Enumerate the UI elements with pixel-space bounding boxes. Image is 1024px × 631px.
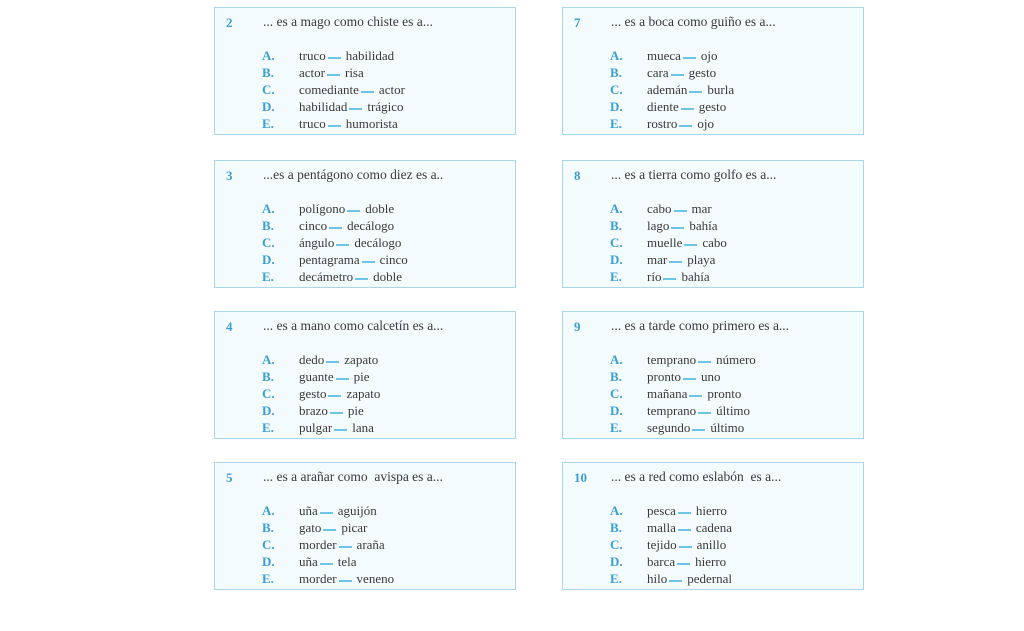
dash-connector-icon [328,125,341,127]
dash-connector-icon [663,278,676,280]
option-row-d[interactable] [262,251,408,268]
option-first-word: guante [299,369,334,385]
dash-connector-icon [698,412,711,414]
option-second-word: veneno [356,570,395,586]
dash-connector-icon [329,227,342,229]
option-row-b[interactable] [262,218,408,235]
option-second-word: cadena [695,520,732,536]
option-second-word: cabo [702,234,727,250]
option-first-word: decámetro [299,268,354,284]
option-first-word: barca [647,553,676,569]
option-first-word: diente [647,98,679,114]
option-second-word: humorista [345,115,398,131]
option-first-word: uña [299,553,318,569]
dash-connector-icon [320,512,333,514]
option-letter: B. [610,520,622,536]
question-number: 4 [226,319,233,334]
question-prompt: ... es a red como eslabón es a... [611,469,782,484]
question-prompt: ... es a mago como chiste es a... [263,14,433,29]
option-letter: E. [262,570,274,586]
option-row-c[interactable] [610,386,756,403]
option-second-word: picar [341,520,368,536]
question-box-7 [562,7,864,135]
option-letter: E. [610,419,622,435]
option-first-word: pentagrama [299,251,360,267]
question-prompt: ... es a tarde como primero es a... [611,318,790,333]
option-second-word: hierro [695,503,727,519]
option-letter: C. [610,536,623,552]
option-letter: C. [262,536,275,552]
option-row-e[interactable] [262,115,405,132]
option-first-word: gato [299,520,322,536]
option-letter: D. [262,98,275,114]
option-second-word: uno [700,369,721,385]
dash-connector-icon [326,361,339,363]
options-list [262,503,394,587]
option-letter: D. [262,402,275,418]
option-second-word: doble [365,201,395,217]
dash-connector-icon [684,244,697,246]
option-row-a[interactable] [262,48,405,65]
dash-connector-icon [678,512,691,514]
option-row-b[interactable] [610,65,734,82]
option-first-word: cinco [299,218,328,234]
dash-connector-icon [679,125,692,127]
option-row-d[interactable] [610,98,734,115]
question-box-4 [214,311,516,439]
option-letter: A. [262,201,275,217]
dash-connector-icon [347,210,360,212]
options-list [610,48,734,132]
question-number: 5 [226,470,233,485]
question-prompt: ... es a tierra como golfo es a... [611,167,777,182]
option-first-word: truco [299,48,326,64]
option-second-word: pie [353,369,370,385]
option-first-word: rostro [647,115,678,131]
option-letter: E. [262,115,274,131]
question-number: 8 [574,168,581,183]
dash-connector-icon [339,580,352,582]
option-second-word: habilidad [345,48,395,64]
dash-connector-icon [674,210,687,212]
option-first-word: mañana [647,385,688,401]
option-first-word: segundo [647,419,691,435]
option-first-word: gesto [299,385,327,401]
option-first-word: cabo [647,201,672,217]
option-row-c[interactable] [262,82,405,99]
option-second-word: trágico [367,98,404,114]
option-first-word: río [647,268,662,284]
option-second-word: bahía [681,268,710,284]
options-list [262,352,380,436]
option-letter: D. [610,251,623,267]
option-second-word: número [716,352,756,368]
options-list [610,503,732,587]
dash-connector-icon [671,227,684,229]
question-number: 2 [226,15,233,30]
option-letter: C. [262,234,275,250]
option-letter: D. [262,251,275,267]
option-row-d[interactable] [262,402,380,419]
option-letter: A. [610,352,623,368]
option-first-word: ademán [647,81,688,97]
question-box-9 [562,311,864,439]
dash-connector-icon [355,278,368,280]
question-prompt: ...es a pentágono como diez es a.. [263,167,444,182]
option-letter: C. [262,385,275,401]
option-row-e[interactable] [262,570,394,587]
option-first-word: temprano [647,352,697,368]
option-letter: E. [610,268,622,284]
option-row-a[interactable] [610,352,756,369]
dash-connector-icon [327,74,340,76]
question-box-5 [214,462,516,590]
question-box-2 [214,7,516,135]
dash-connector-icon [334,429,347,431]
option-second-word: último [716,402,751,418]
option-letter: A. [262,352,275,368]
option-second-word: risa [344,65,364,81]
option-second-word: mar [691,201,712,217]
option-row-c[interactable] [610,537,732,554]
option-first-word: morder [299,570,337,586]
option-letter: C. [610,385,623,401]
option-letter: A. [610,503,623,519]
option-row-c[interactable] [262,235,408,252]
dash-connector-icon [349,108,362,110]
question-prompt: ... es a mano como calcetín es a... [263,318,444,333]
option-second-word: actor [378,81,405,97]
dash-connector-icon [328,57,341,59]
option-second-word: decálogo [347,218,395,234]
option-second-word: lana [352,419,374,435]
dash-connector-icon [679,546,692,548]
option-row-b[interactable] [610,218,727,235]
option-second-word: tela [337,553,357,569]
option-second-word: pedernal [687,570,732,586]
dash-connector-icon [689,395,702,397]
options-list [610,352,756,436]
option-first-word: dedo [299,352,325,368]
dash-connector-icon [362,261,375,263]
option-row-c[interactable] [262,386,380,403]
dash-connector-icon [678,529,691,531]
option-first-word: morder [299,536,337,552]
option-second-word: bahía [689,218,718,234]
question-prompt: ... es a arañar como avispa es a... [263,469,443,484]
option-second-word: pronto [707,385,742,401]
option-second-word: último [710,419,745,435]
dash-connector-icon [698,361,711,363]
options-list [262,201,408,285]
option-first-word: comediante [299,81,359,97]
option-first-word: mueca [647,48,681,64]
option-first-word: uña [299,503,318,519]
option-second-word: pie [347,402,364,418]
option-row-d[interactable] [610,553,732,570]
option-row-e[interactable] [610,115,734,132]
option-row-d[interactable] [262,553,394,570]
option-letter: B. [262,369,274,385]
dash-connector-icon [339,546,352,548]
option-letter: C. [610,81,623,97]
dash-connector-icon [669,580,682,582]
option-second-word: araña [356,536,385,552]
option-first-word: lago [647,218,670,234]
option-letter: E. [610,570,622,586]
question-number: 3 [226,168,233,183]
option-letter: A. [610,201,623,217]
option-first-word: habilidad [299,98,348,114]
option-second-word: anillo [696,536,727,552]
option-row-a[interactable] [610,48,734,65]
option-first-word: pulgar [299,419,333,435]
option-second-word: ojo [697,115,714,131]
dash-connector-icon [683,57,696,59]
option-letter: C. [610,234,623,250]
option-first-word: ángulo [299,234,335,250]
dash-connector-icon [323,529,336,531]
option-first-word: tejido [647,536,677,552]
option-first-word: truco [299,115,326,131]
option-letter: D. [610,98,623,114]
option-first-word: mar [647,251,668,267]
option-first-word: brazo [299,402,328,418]
option-row-b[interactable] [610,520,732,537]
option-row-c[interactable] [262,537,394,554]
dash-connector-icon [361,91,374,93]
dash-connector-icon [669,261,682,263]
question-box-3 [214,160,516,288]
question-prompt: ... es a boca como guiño es a... [611,14,776,29]
option-second-word: aguijón [337,503,377,519]
option-letter: B. [262,520,274,536]
option-letter: B. [610,218,622,234]
option-row-b[interactable] [610,369,756,386]
option-second-word: burla [707,81,735,97]
option-first-word: hilo [647,570,668,586]
option-first-word: actor [299,65,325,81]
dash-connector-icon [336,378,349,380]
question-number: 10 [574,470,587,485]
option-letter: E. [262,419,274,435]
option-letter: D. [262,553,275,569]
options-list [262,48,405,132]
option-row-b[interactable] [262,369,380,386]
option-row-c[interactable] [610,235,727,252]
question-box-10 [562,462,864,590]
dash-connector-icon [336,244,349,246]
question-box-8 [562,160,864,288]
option-row-e[interactable] [262,419,380,436]
option-second-word: hierro [695,553,727,569]
dash-connector-icon [330,412,343,414]
dash-connector-icon [320,563,333,565]
option-second-word: zapato [344,352,379,368]
option-second-word: gesto [688,65,717,81]
option-letter: B. [610,65,622,81]
option-row-b[interactable] [262,65,405,82]
dash-connector-icon [683,378,696,380]
option-first-word: polígono [299,201,346,217]
option-second-word: cinco [379,251,408,267]
option-row-d[interactable] [610,251,727,268]
option-first-word: cara [647,65,669,81]
option-letter: D. [610,553,623,569]
option-letter: C. [262,81,275,97]
option-letter: E. [610,115,622,131]
option-second-word: playa [687,251,716,267]
dash-connector-icon [692,429,705,431]
option-second-word: zapato [346,385,381,401]
dash-connector-icon [677,563,690,565]
option-row-e[interactable] [610,419,756,436]
option-second-word: decálogo [354,234,402,250]
option-row-d[interactable] [610,402,756,419]
option-first-word: pesca [647,503,676,519]
option-letter: A. [262,503,275,519]
option-row-a[interactable] [262,503,394,520]
option-letter: A. [262,48,275,64]
dash-connector-icon [671,74,684,76]
option-first-word: malla [647,520,676,536]
option-row-d[interactable] [262,98,405,115]
question-number: 9 [574,319,581,334]
option-row-e[interactable] [610,268,727,285]
option-letter: B. [262,65,274,81]
option-row-a[interactable] [262,201,408,218]
option-row-e[interactable] [610,570,732,587]
option-letter: B. [262,218,274,234]
option-first-word: pronto [647,369,681,385]
option-row-a[interactable] [610,201,727,218]
option-letter: A. [610,48,623,64]
option-row-a[interactable] [262,352,380,369]
options-list [610,201,727,285]
dash-connector-icon [681,108,694,110]
option-letter: B. [610,369,622,385]
option-row-a[interactable] [610,503,732,520]
option-second-word: ojo [700,48,718,64]
option-letter: E. [262,268,274,284]
option-row-c[interactable] [610,82,734,99]
option-second-word: gesto [698,98,727,114]
question-number: 7 [574,15,581,30]
dash-connector-icon [328,395,341,397]
option-second-word: doble [373,268,403,284]
option-first-word: muelle [647,234,683,250]
option-letter: D. [610,402,623,418]
option-row-e[interactable] [262,268,408,285]
option-row-b[interactable] [262,520,394,537]
option-first-word: temprano [647,402,697,418]
dash-connector-icon [689,91,702,93]
